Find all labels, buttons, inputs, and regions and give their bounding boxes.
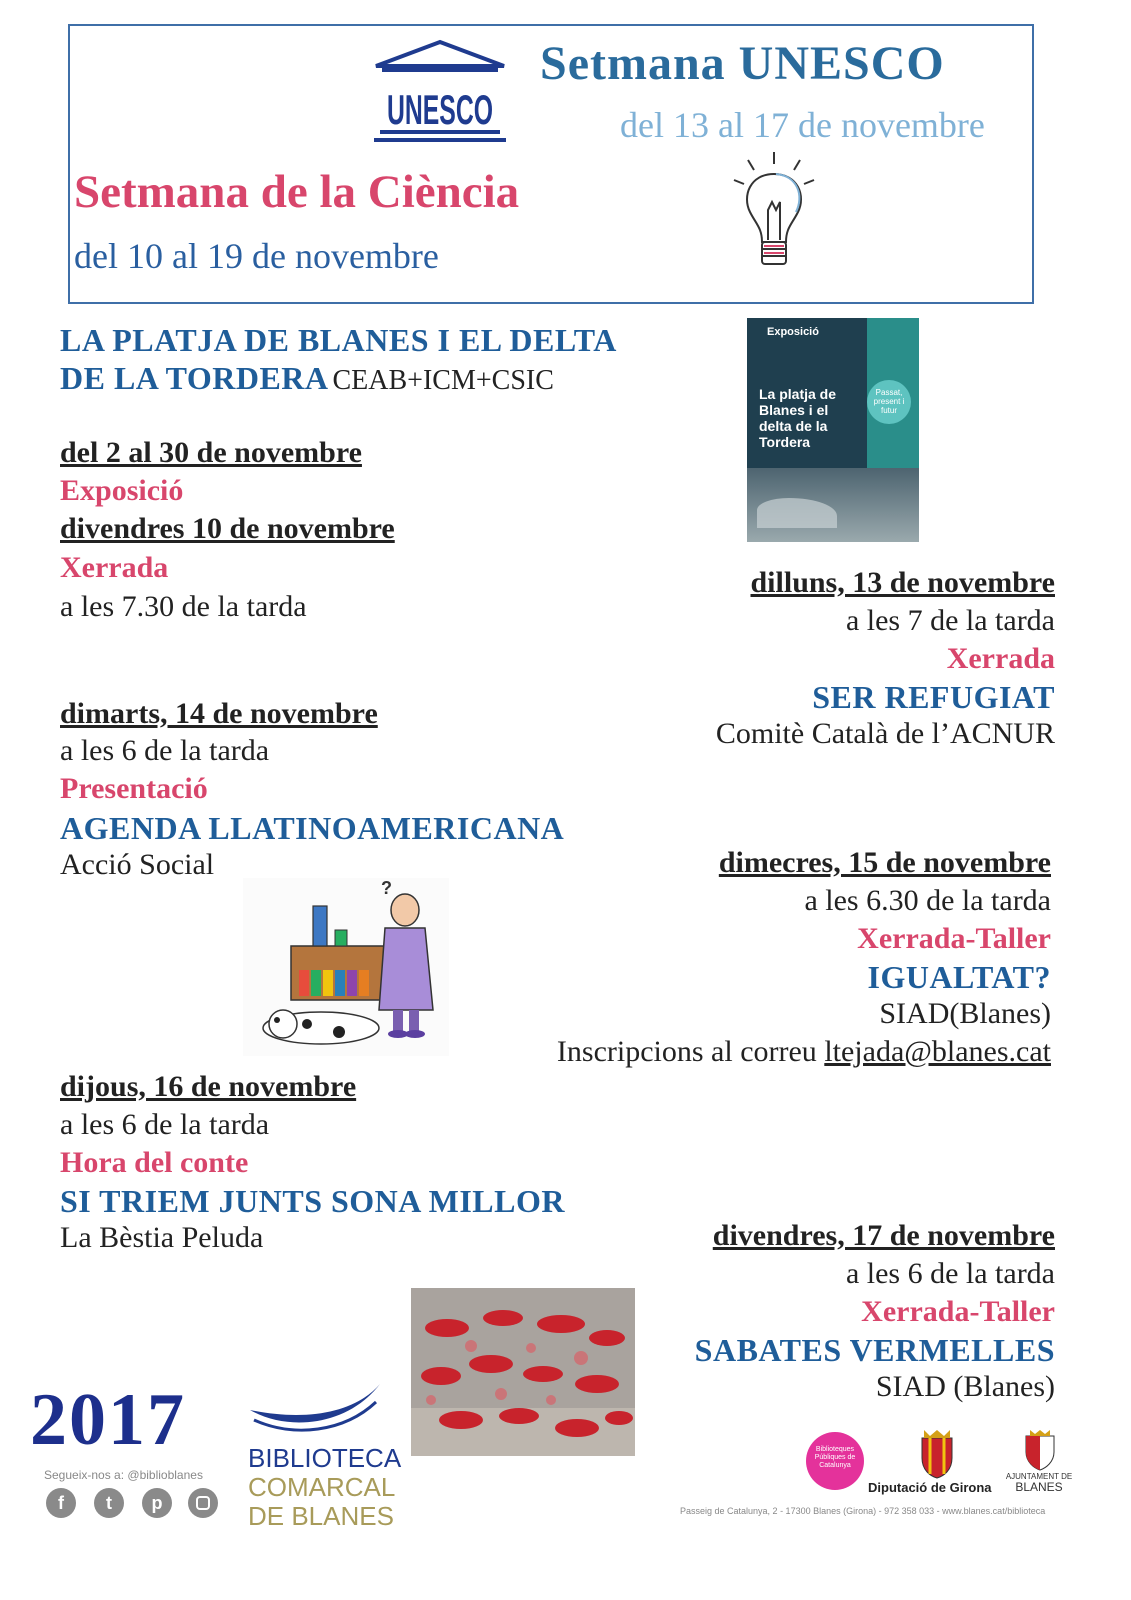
unesco-week-dates: del 13 al 17 de novembre bbox=[620, 105, 985, 145]
ajuntament-line1: AJUNTAMENT DE bbox=[1005, 1472, 1073, 1481]
ev1-talk-time: a les 7.30 de la tarda bbox=[60, 590, 307, 623]
ajuntament-line2: BLANES bbox=[1015, 1480, 1063, 1494]
unesco-logo bbox=[372, 40, 508, 146]
library-name-line3: DE BLANES bbox=[248, 1501, 394, 1531]
ev1-title-line1: LA PLATJA DE BLANES I EL DELTA bbox=[60, 322, 617, 358]
science-week-dates: del 10 al 19 de novembre bbox=[74, 236, 439, 276]
ev1-type-talk: Xerrada bbox=[60, 551, 169, 584]
ev1-talk-date: divendres 10 de novembre bbox=[60, 512, 395, 545]
unesco-logo-text: UNESCO bbox=[387, 86, 493, 133]
ev5-title: SI TRIEM JUNTS SONA MILLOR bbox=[60, 1183, 565, 1219]
unesco-week-title: Setmana UNESCO bbox=[540, 37, 945, 90]
lightbulb-icon bbox=[728, 150, 820, 274]
ev6-type: Xerrada-Taller bbox=[861, 1295, 1055, 1328]
ev6-org: SIAD (Blanes) bbox=[875, 1370, 1055, 1403]
ev4-signup-email-link[interactable]: ltejada@blanes.cat bbox=[824, 1035, 1051, 1068]
bpc-logo: Biblioteques Públiques de Catalunya bbox=[806, 1432, 864, 1490]
ev3-title: AGENDA LLATINOAMERICANA bbox=[60, 810, 565, 846]
poster-badge: Exposició bbox=[767, 326, 819, 338]
ev5-type: Hora del conte bbox=[60, 1146, 249, 1179]
ev4-time: a les 6.30 de la tarda bbox=[804, 884, 1051, 917]
ev2-date: dilluns, 13 de novembre bbox=[750, 566, 1055, 599]
science-week-title: Setmana de la Ciència bbox=[74, 166, 520, 218]
year: 2017 bbox=[30, 1379, 186, 1461]
ev3-date: dimarts, 14 de novembre bbox=[60, 697, 378, 730]
follow-us: Segueix-nos a: @biblioblanes bbox=[44, 1468, 203, 1482]
footer-address: Passeig de Catalunya, 2 - 17300 Blanes (Girona) - 972 358 033 - www.blanes.cat/biblioteca bbox=[680, 1506, 1046, 1516]
diputacio-name: Diputació de Girona bbox=[868, 1480, 992, 1495]
instagram-icon[interactable] bbox=[188, 1488, 218, 1518]
ev3-time: a les 6 de la tarda bbox=[60, 734, 270, 767]
ev4-signup-label: Inscripcions al correu bbox=[556, 1035, 825, 1068]
ev1-title-line2: DE LA TORDERA bbox=[60, 360, 329, 396]
svg-text:?: ? bbox=[381, 878, 392, 898]
ev4-org: SIAD(Blanes) bbox=[879, 997, 1051, 1030]
ajuntament-coat-of-arms bbox=[1020, 1428, 1060, 1472]
ev5-time: a les 6 de la tarda bbox=[60, 1108, 270, 1141]
library-name-line2: COMARCAL bbox=[248, 1472, 396, 1502]
ev4-signup bbox=[557, 1035, 1051, 1069]
diputacio-coat-of-arms bbox=[914, 1428, 960, 1480]
ev2-title: SER REFUGIAT bbox=[812, 679, 1055, 715]
ev4-type: Xerrada-Taller bbox=[857, 922, 1051, 955]
library-logo-swoosh bbox=[248, 1380, 384, 1440]
ev3-type: Presentació bbox=[60, 772, 208, 805]
poster-stamp: Passat, present i futur bbox=[867, 380, 911, 424]
facebook-icon[interactable]: f bbox=[46, 1488, 76, 1518]
ev2-org: Comitè Català de l’ACNUR bbox=[715, 717, 1055, 750]
ev4-date: dimecres, 15 de novembre bbox=[718, 846, 1051, 879]
poster-title: La platja de Blanes i el delta de la Tordera bbox=[759, 386, 837, 450]
ev5-org: La Bèstia Peluda bbox=[60, 1221, 264, 1254]
red-shoes-photo bbox=[411, 1288, 635, 1456]
ev5-date: dijous, 16 de novembre bbox=[60, 1070, 357, 1103]
pinterest-icon[interactable]: p bbox=[142, 1488, 172, 1518]
ev1-type-exhibition: Exposició bbox=[60, 474, 184, 507]
ev6-time: a les 6 de la tarda bbox=[845, 1257, 1055, 1290]
exhibition-poster-image bbox=[747, 318, 919, 542]
cartoon-illustration bbox=[243, 878, 449, 1056]
twitter-icon[interactable]: t bbox=[94, 1488, 124, 1518]
ev1-title-line2-row bbox=[60, 360, 554, 397]
ev3-org: Acció Social bbox=[60, 848, 215, 881]
ev2-type: Xerrada bbox=[946, 642, 1055, 675]
ev1-org: CEAB+ICM+CSIC bbox=[332, 365, 554, 396]
library-name-line1: BIBLIOTECA bbox=[248, 1443, 402, 1473]
ev6-title: SABATES VERMELLES bbox=[694, 1332, 1055, 1368]
ev6-date: divendres, 17 de novembre bbox=[712, 1219, 1055, 1252]
ev4-title: IGUALTAT? bbox=[867, 959, 1051, 995]
ev1-date-range: del 2 al 30 de novembre bbox=[60, 436, 362, 469]
ev2-time: a les 7 de la tarda bbox=[845, 604, 1055, 637]
